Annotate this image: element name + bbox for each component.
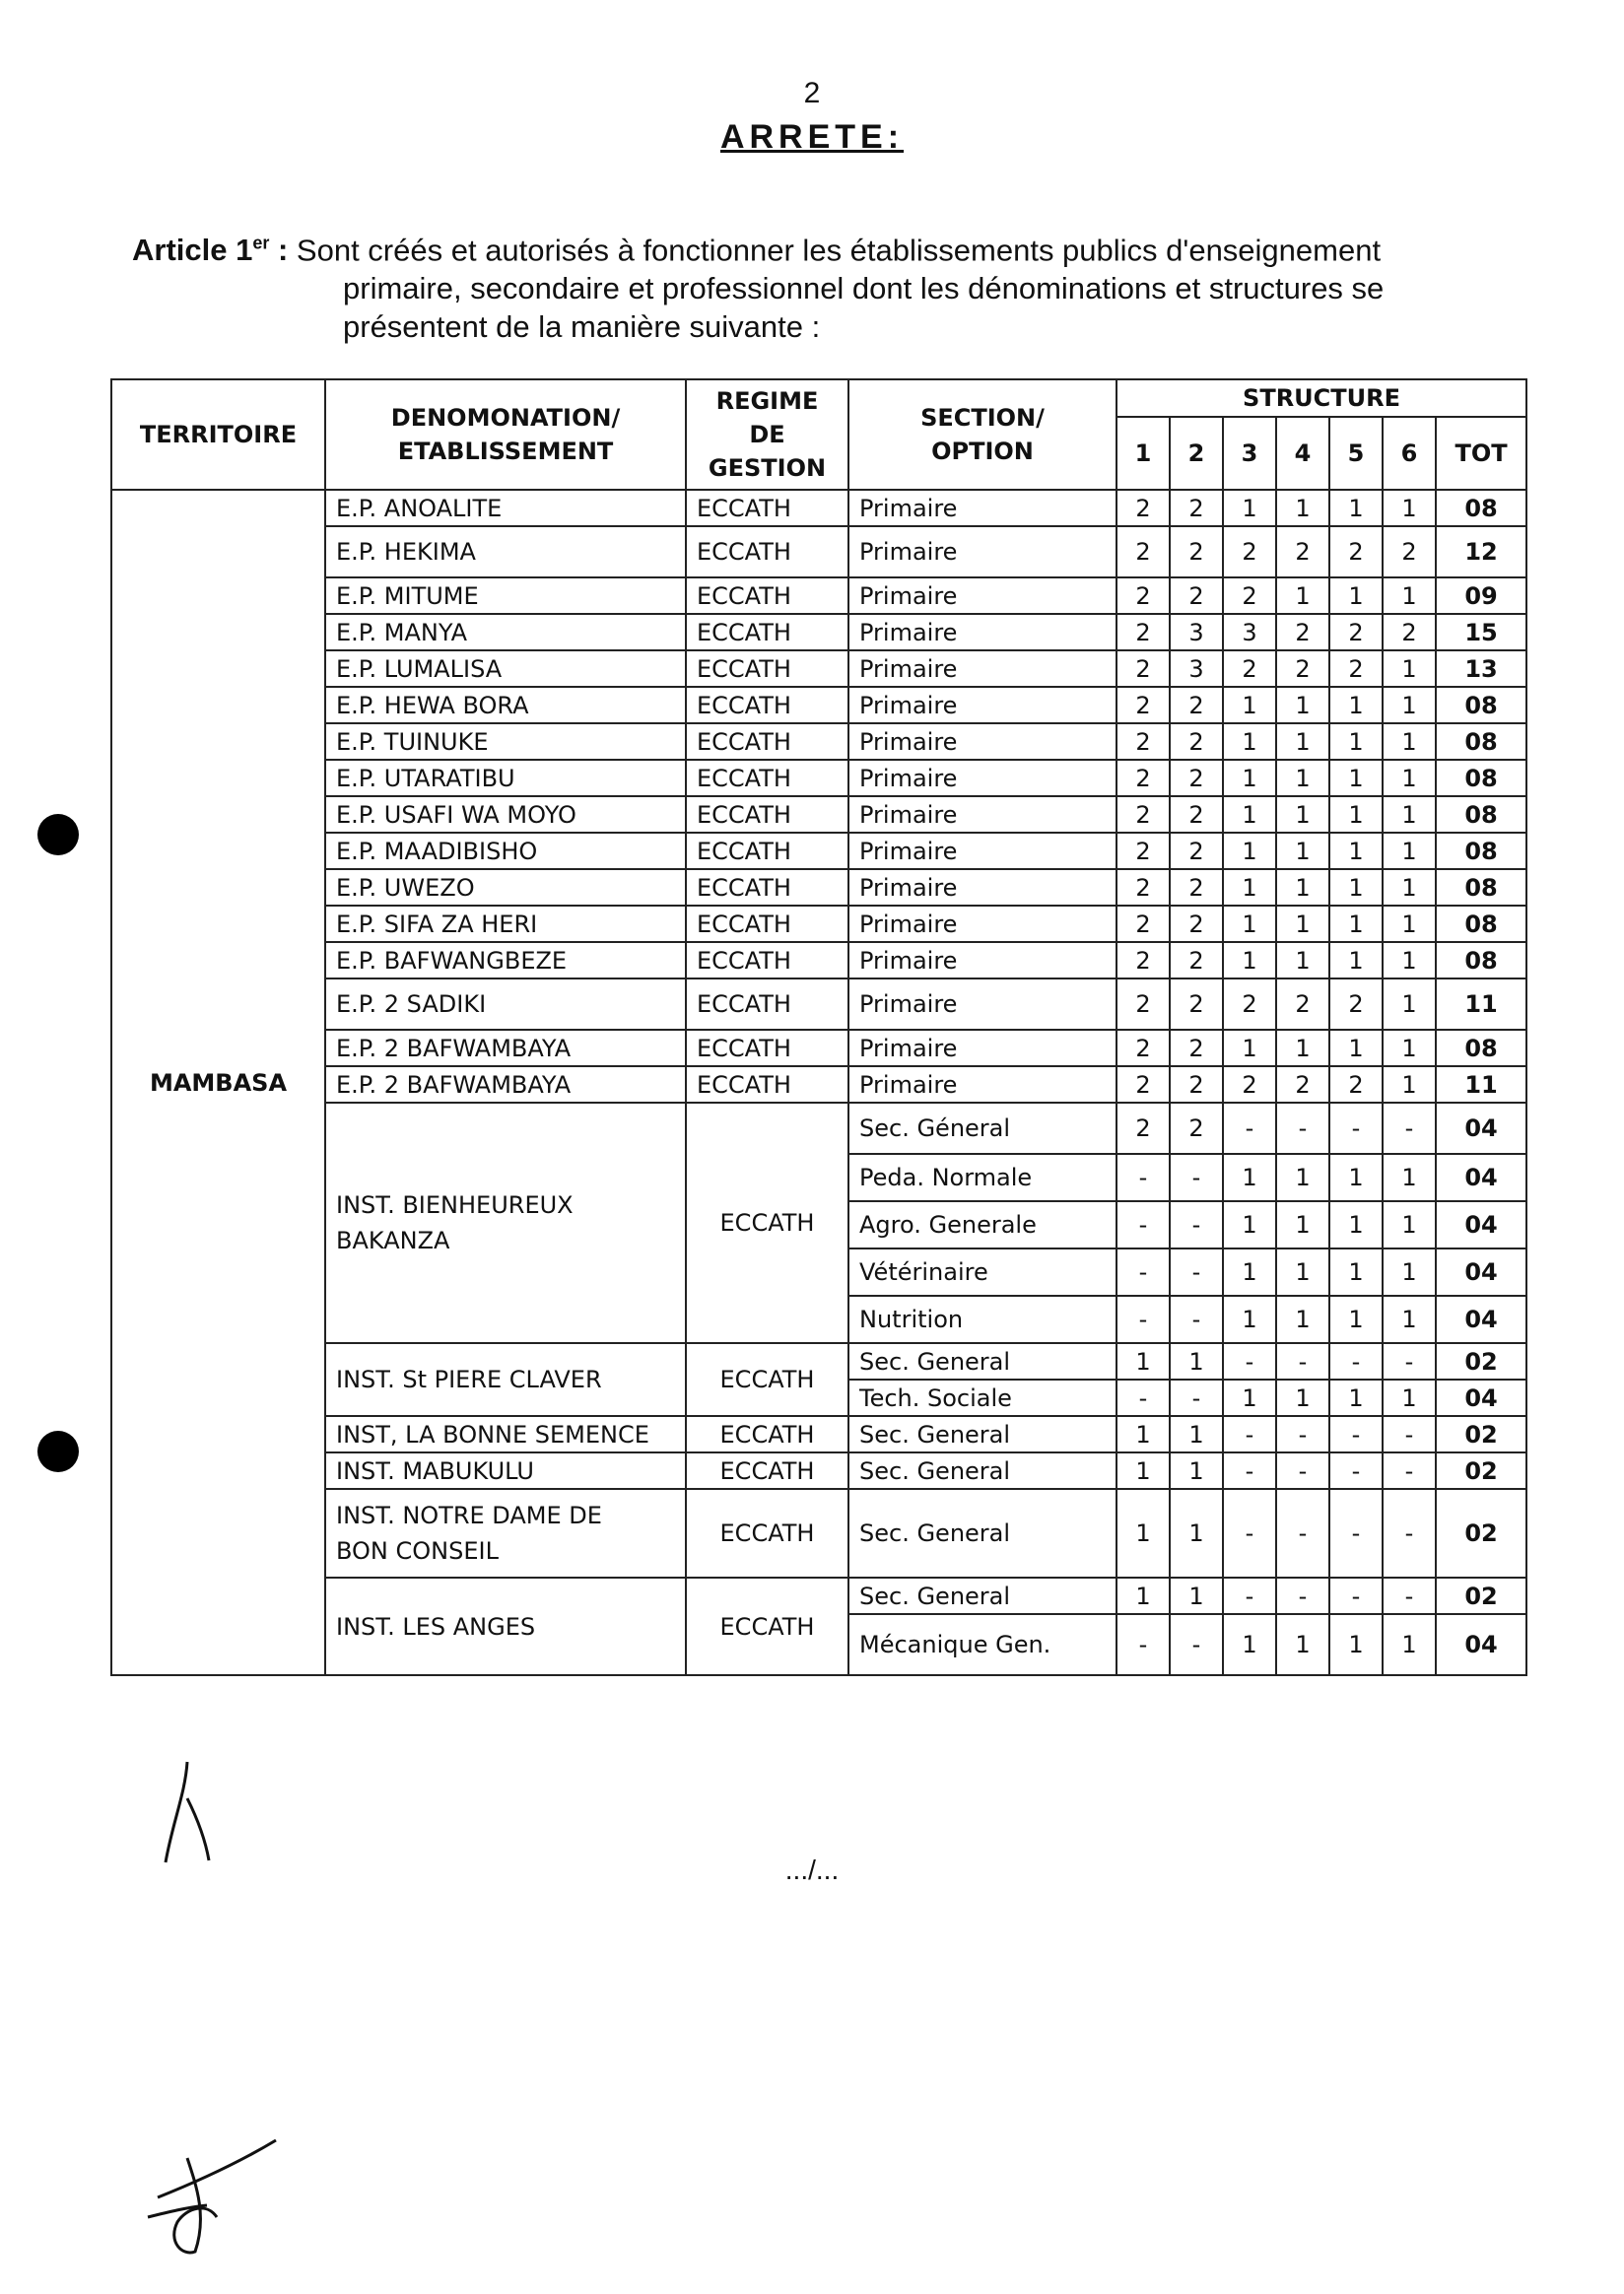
level-3-value: 1 [1223,490,1276,526]
header-level-6: 6 [1383,417,1436,490]
regime-cell: ECCATH [686,1452,848,1489]
regime-cell: ECCATH [686,1343,848,1416]
territory-cell: MAMBASA [111,490,325,1675]
level-2-value: 2 [1170,526,1223,577]
level-6-value: 1 [1383,1380,1436,1416]
level-1-value: 1 [1116,1416,1170,1452]
level-4-value: - [1276,1416,1329,1452]
level-1-value: 2 [1116,526,1170,577]
level-2-value: 2 [1170,942,1223,978]
section-cell: Primaire [848,614,1116,650]
level-1-value: - [1116,1154,1170,1201]
regime-cell: ECCATH [686,1066,848,1103]
level-1-value: 2 [1116,490,1170,526]
level-2-value: - [1170,1614,1223,1675]
level-6-value: 2 [1383,526,1436,577]
total-value: 08 [1436,869,1526,906]
school-name: E.P. 2 BAFWAMBAYA [325,1066,686,1103]
level-4-value: 1 [1276,760,1329,796]
school-name: E.P. UTARATIBU [325,760,686,796]
total-value: 04 [1436,1154,1526,1201]
level-2-value: - [1170,1380,1223,1416]
level-6-value: 1 [1383,833,1436,869]
level-4-value: 1 [1276,906,1329,942]
level-3-value: 1 [1223,687,1276,723]
level-3-value: 1 [1223,1296,1276,1343]
page-number: 2 [803,77,821,109]
level-3-value: 1 [1223,1030,1276,1066]
article-1 [132,225,1512,346]
level-5-value: 1 [1329,1154,1383,1201]
header-denomination: DENOMONATION/ ETABLISSEMENT [325,379,686,490]
level-2-value: 2 [1170,577,1223,614]
level-4-value: 1 [1276,1201,1329,1248]
total-value: 11 [1436,978,1526,1030]
level-3-value: 1 [1223,760,1276,796]
header-structure: STRUCTURE [1116,379,1526,417]
level-1-value: 1 [1116,1489,1170,1578]
regime-cell: ECCATH [686,526,848,577]
level-4-value: 1 [1276,942,1329,978]
school-name: INST. LES ANGES [325,1578,686,1675]
header-level-4: 4 [1276,417,1329,490]
level-5-value: 1 [1329,577,1383,614]
total-value: 08 [1436,723,1526,760]
level-1-value: 2 [1116,723,1170,760]
section-cell: Peda. Normale [848,1154,1116,1201]
level-4-value: 1 [1276,490,1329,526]
level-3-value: - [1223,1578,1276,1614]
level-6-value: 1 [1383,1296,1436,1343]
level-6-value: - [1383,1103,1436,1154]
level-1-value: 2 [1116,942,1170,978]
header-level-2: 2 [1170,417,1223,490]
level-2-value: 1 [1170,1578,1223,1614]
level-4-value: 1 [1276,833,1329,869]
level-6-value: 1 [1383,978,1436,1030]
regime-cell: ECCATH [686,942,848,978]
level-5-value: 1 [1329,869,1383,906]
total-value: 11 [1436,1066,1526,1103]
level-4-value: - [1276,1103,1329,1154]
level-5-value: 1 [1329,723,1383,760]
section-cell: Sec. Géneral [848,1103,1116,1154]
level-1-value: 2 [1116,687,1170,723]
level-1-value: - [1116,1296,1170,1343]
level-1-value: 2 [1116,796,1170,833]
total-value: 02 [1436,1343,1526,1380]
level-4-value: 1 [1276,1154,1329,1201]
section-cell: Vétérinaire [848,1248,1116,1296]
level-1-value: - [1116,1614,1170,1675]
level-6-value: 1 [1383,577,1436,614]
regime-cell: ECCATH [686,833,848,869]
section-cell: Primaire [848,1030,1116,1066]
level-4-value: 1 [1276,1380,1329,1416]
section-cell: Primaire [848,833,1116,869]
level-4-value: 2 [1276,614,1329,650]
regime-cell: ECCATH [686,723,848,760]
level-6-value: 1 [1383,1066,1436,1103]
schools-structure-table [110,378,1527,1676]
total-value: 04 [1436,1296,1526,1343]
section-cell: Primaire [848,526,1116,577]
level-3-value: 2 [1223,650,1276,687]
regime-cell: ECCATH [686,869,848,906]
total-value: 08 [1436,1030,1526,1066]
level-4-value: 1 [1276,869,1329,906]
section-cell: Sec. General [848,1343,1116,1380]
level-2-value: 2 [1170,978,1223,1030]
level-2-value: 1 [1170,1416,1223,1452]
level-5-value: 2 [1329,650,1383,687]
level-1-value: 1 [1116,1343,1170,1380]
level-6-value: 1 [1383,490,1436,526]
level-3-value: - [1223,1452,1276,1489]
level-2-value: 3 [1170,614,1223,650]
total-value: 08 [1436,942,1526,978]
section-cell: Primaire [848,978,1116,1030]
level-1-value: 2 [1116,614,1170,650]
regime-cell: ECCATH [686,906,848,942]
level-6-value: 1 [1383,1154,1436,1201]
level-4-value: 1 [1276,577,1329,614]
level-6-value: 1 [1383,1030,1436,1066]
continuation-mark: .../... [784,1855,840,1885]
level-6-value: 1 [1383,796,1436,833]
level-5-value: 2 [1329,1066,1383,1103]
level-3-value: - [1223,1103,1276,1154]
section-cell: Sec. General [848,1416,1116,1452]
level-3-value: 1 [1223,942,1276,978]
level-2-value: 2 [1170,1103,1223,1154]
school-name: E.P. UWEZO [325,869,686,906]
level-1-value: 2 [1116,1066,1170,1103]
level-4-value: 2 [1276,978,1329,1030]
school-name: E.P. ANOALITE [325,490,686,526]
school-name: E.P. MITUME [325,577,686,614]
level-2-value: - [1170,1248,1223,1296]
school-name: E.P. LUMALISA [325,650,686,687]
school-name: E.P. SIFA ZA HERI [325,906,686,942]
regime-cell: ECCATH [686,614,848,650]
level-2-value: 2 [1170,1066,1223,1103]
section-cell: Primaire [848,650,1116,687]
regime-cell: ECCATH [686,760,848,796]
article-first-line [132,225,1512,269]
document-title: ARRETE: [719,118,905,156]
section-cell: Primaire [848,490,1116,526]
total-value: 02 [1436,1489,1526,1578]
level-6-value: - [1383,1343,1436,1380]
total-value: 08 [1436,796,1526,833]
level-5-value: 1 [1329,906,1383,942]
article-text-line-1: Sont créés et autorisés à fonctionner les établissements publics d'enseignement [296,233,1382,268]
level-6-value: - [1383,1489,1436,1578]
section-cell: Tech. Sociale [848,1380,1116,1416]
level-4-value: - [1276,1489,1329,1578]
article-text-line-3: présentent de la manière suivante : [343,309,821,345]
school-name: E.P. 2 BAFWAMBAYA [325,1030,686,1066]
level-3-value: 2 [1223,978,1276,1030]
level-5-value: - [1329,1343,1383,1380]
level-2-value: 2 [1170,723,1223,760]
level-6-value: 1 [1383,869,1436,906]
level-2-value: 2 [1170,796,1223,833]
level-5-value: 2 [1329,614,1383,650]
level-1-value: 2 [1116,833,1170,869]
school-name: E.P. MANYA [325,614,686,650]
level-5-value: 1 [1329,1201,1383,1248]
section-cell: Primaire [848,760,1116,796]
regime-cell: ECCATH [686,577,848,614]
total-value: 08 [1436,833,1526,869]
total-value: 02 [1436,1416,1526,1452]
article-text-line-2: primaire, secondaire et professionnel dont les dénominations et structures se [343,271,1385,306]
header-level-5: 5 [1329,417,1383,490]
section-cell: Sec. General [848,1489,1116,1578]
level-2-value: 1 [1170,1489,1223,1578]
level-5-value: 1 [1329,490,1383,526]
level-5-value: - [1329,1416,1383,1452]
school-name: E.P. BAFWANGBEZE [325,942,686,978]
level-4-value: 1 [1276,1614,1329,1675]
level-2-value: 2 [1170,869,1223,906]
level-5-value: 1 [1329,1296,1383,1343]
level-5-value: 1 [1329,687,1383,723]
initials-signature-bottom [128,2128,296,2266]
section-cell: Primaire [848,869,1116,906]
section-cell: Agro. Generale [848,1201,1116,1248]
section-cell: Primaire [848,723,1116,760]
header-level-3: 3 [1223,417,1276,490]
level-6-value: - [1383,1452,1436,1489]
punch-hole-upper [37,814,79,855]
level-1-value: - [1116,1201,1170,1248]
level-4-value: 1 [1276,723,1329,760]
level-1-value: 1 [1116,1452,1170,1489]
level-3-value: - [1223,1489,1276,1578]
section-cell: Sec. General [848,1452,1116,1489]
level-6-value: 1 [1383,687,1436,723]
level-4-value: 1 [1276,1248,1329,1296]
level-2-value: - [1170,1154,1223,1201]
level-3-value: 2 [1223,526,1276,577]
level-6-value: 1 [1383,1248,1436,1296]
total-value: 09 [1436,577,1526,614]
level-3-value: 1 [1223,1154,1276,1201]
section-cell: Primaire [848,577,1116,614]
regime-cell: ECCATH [686,650,848,687]
regime-cell: ECCATH [686,978,848,1030]
school-name: E.P. HEKIMA [325,526,686,577]
level-2-value: 1 [1170,1452,1223,1489]
total-value: 04 [1436,1248,1526,1296]
level-5-value: 1 [1329,1380,1383,1416]
header-regime: REGIME DE GESTION [686,379,848,490]
level-1-value: 1 [1116,1578,1170,1614]
total-value: 08 [1436,687,1526,723]
regime-cell: ECCATH [686,796,848,833]
total-value: 15 [1436,614,1526,650]
school-name: E.P. 2 SADIKI [325,978,686,1030]
level-4-value: 2 [1276,1066,1329,1103]
level-1-value: 2 [1116,650,1170,687]
level-2-value: 2 [1170,906,1223,942]
level-6-value: 1 [1383,723,1436,760]
school-name: INST, LA BONNE SEMENCE [325,1416,686,1452]
regime-cell: ECCATH [686,1489,848,1578]
level-3-value: 1 [1223,1201,1276,1248]
level-1-value: 2 [1116,869,1170,906]
total-value: 13 [1436,650,1526,687]
level-4-value: - [1276,1452,1329,1489]
level-2-value: - [1170,1201,1223,1248]
level-1-value: - [1116,1248,1170,1296]
level-2-value: 2 [1170,1030,1223,1066]
level-6-value: 1 [1383,906,1436,942]
level-5-value: - [1329,1489,1383,1578]
level-4-value: 1 [1276,1030,1329,1066]
level-3-value: 1 [1223,1614,1276,1675]
section-cell: Nutrition [848,1296,1116,1343]
total-value: 02 [1436,1578,1526,1614]
level-3-value: 1 [1223,869,1276,906]
level-5-value: 1 [1329,796,1383,833]
school-name: INST. St PIERE CLAVER [325,1343,686,1416]
level-6-value: 1 [1383,760,1436,796]
table-row [111,490,1526,526]
regime-cell: ECCATH [686,687,848,723]
level-6-value: 1 [1383,1614,1436,1675]
section-cell: Primaire [848,942,1116,978]
total-value: 04 [1436,1201,1526,1248]
regime-cell: ECCATH [686,1578,848,1675]
level-3-value: 1 [1223,1380,1276,1416]
level-4-value: 2 [1276,650,1329,687]
level-3-value: 1 [1223,906,1276,942]
level-4-value: 1 [1276,1296,1329,1343]
level-5-value: 1 [1329,833,1383,869]
level-2-value: 2 [1170,687,1223,723]
level-3-value: - [1223,1416,1276,1452]
level-6-value: 2 [1383,614,1436,650]
school-name: E.P. TUINUKE [325,723,686,760]
level-1-value: 2 [1116,577,1170,614]
level-6-value: 1 [1383,942,1436,978]
punch-hole-lower [37,1431,79,1472]
section-cell: Mécanique Gen. [848,1614,1116,1675]
level-6-value: - [1383,1578,1436,1614]
section-cell: Sec. General [848,1578,1116,1614]
level-2-value: 2 [1170,490,1223,526]
level-1-value: 2 [1116,760,1170,796]
section-cell: Primaire [848,796,1116,833]
level-5-value: 1 [1329,1248,1383,1296]
level-3-value: 2 [1223,577,1276,614]
total-value: 08 [1436,906,1526,942]
total-value: 08 [1436,490,1526,526]
header-level-1: 1 [1116,417,1170,490]
school-name: E.P. HEWA BORA [325,687,686,723]
level-3-value: 1 [1223,833,1276,869]
level-3-value: - [1223,1343,1276,1380]
header-territoire: TERRITOIRE [111,379,325,490]
level-5-value: 1 [1329,1614,1383,1675]
level-1-value: 2 [1116,1103,1170,1154]
total-value: 04 [1436,1380,1526,1416]
level-3-value: 1 [1223,1248,1276,1296]
level-3-value: 3 [1223,614,1276,650]
total-value: 12 [1436,526,1526,577]
level-5-value: - [1329,1103,1383,1154]
school-name: INST. BIENHEUREUX BAKANZA [325,1103,686,1343]
level-2-value: 3 [1170,650,1223,687]
article-label: Article 1er : [132,233,289,268]
level-3-value: 1 [1223,723,1276,760]
header-total: TOT [1436,417,1526,490]
level-6-value: 1 [1383,650,1436,687]
level-5-value: - [1329,1452,1383,1489]
level-4-value: 2 [1276,526,1329,577]
level-2-value: 2 [1170,833,1223,869]
level-5-value: 1 [1329,760,1383,796]
level-5-value: 2 [1329,978,1383,1030]
level-6-value: 1 [1383,1201,1436,1248]
level-5-value: 1 [1329,1030,1383,1066]
level-1-value: 2 [1116,1030,1170,1066]
regime-cell: ECCATH [686,1416,848,1452]
section-cell: Primaire [848,906,1116,942]
level-4-value: - [1276,1343,1329,1380]
level-5-value: 2 [1329,526,1383,577]
regime-cell: ECCATH [686,1030,848,1066]
school-name: E.P. MAADIBISHO [325,833,686,869]
section-cell: Primaire [848,687,1116,723]
level-2-value: - [1170,1296,1223,1343]
header-section: SECTION/ OPTION [848,379,1116,490]
section-cell: Primaire [848,1066,1116,1103]
total-value: 08 [1436,760,1526,796]
level-5-value: 1 [1329,942,1383,978]
level-4-value: - [1276,1578,1329,1614]
level-4-value: 1 [1276,796,1329,833]
level-2-value: 1 [1170,1343,1223,1380]
level-6-value: - [1383,1416,1436,1452]
school-name: INST. NOTRE DAME DE BON CONSEIL [325,1489,686,1578]
regime-cell: ECCATH [686,490,848,526]
total-value: 04 [1436,1614,1526,1675]
school-name: INST. MABUKULU [325,1452,686,1489]
level-2-value: 2 [1170,760,1223,796]
level-1-value: 2 [1116,978,1170,1030]
level-3-value: 1 [1223,796,1276,833]
level-1-value: - [1116,1380,1170,1416]
level-1-value: 2 [1116,906,1170,942]
total-value: 04 [1436,1103,1526,1154]
total-value: 02 [1436,1452,1526,1489]
level-3-value: 2 [1223,1066,1276,1103]
regime-cell: ECCATH [686,1103,848,1343]
level-5-value: - [1329,1578,1383,1614]
school-name: E.P. USAFI WA MOYO [325,796,686,833]
level-4-value: 1 [1276,687,1329,723]
